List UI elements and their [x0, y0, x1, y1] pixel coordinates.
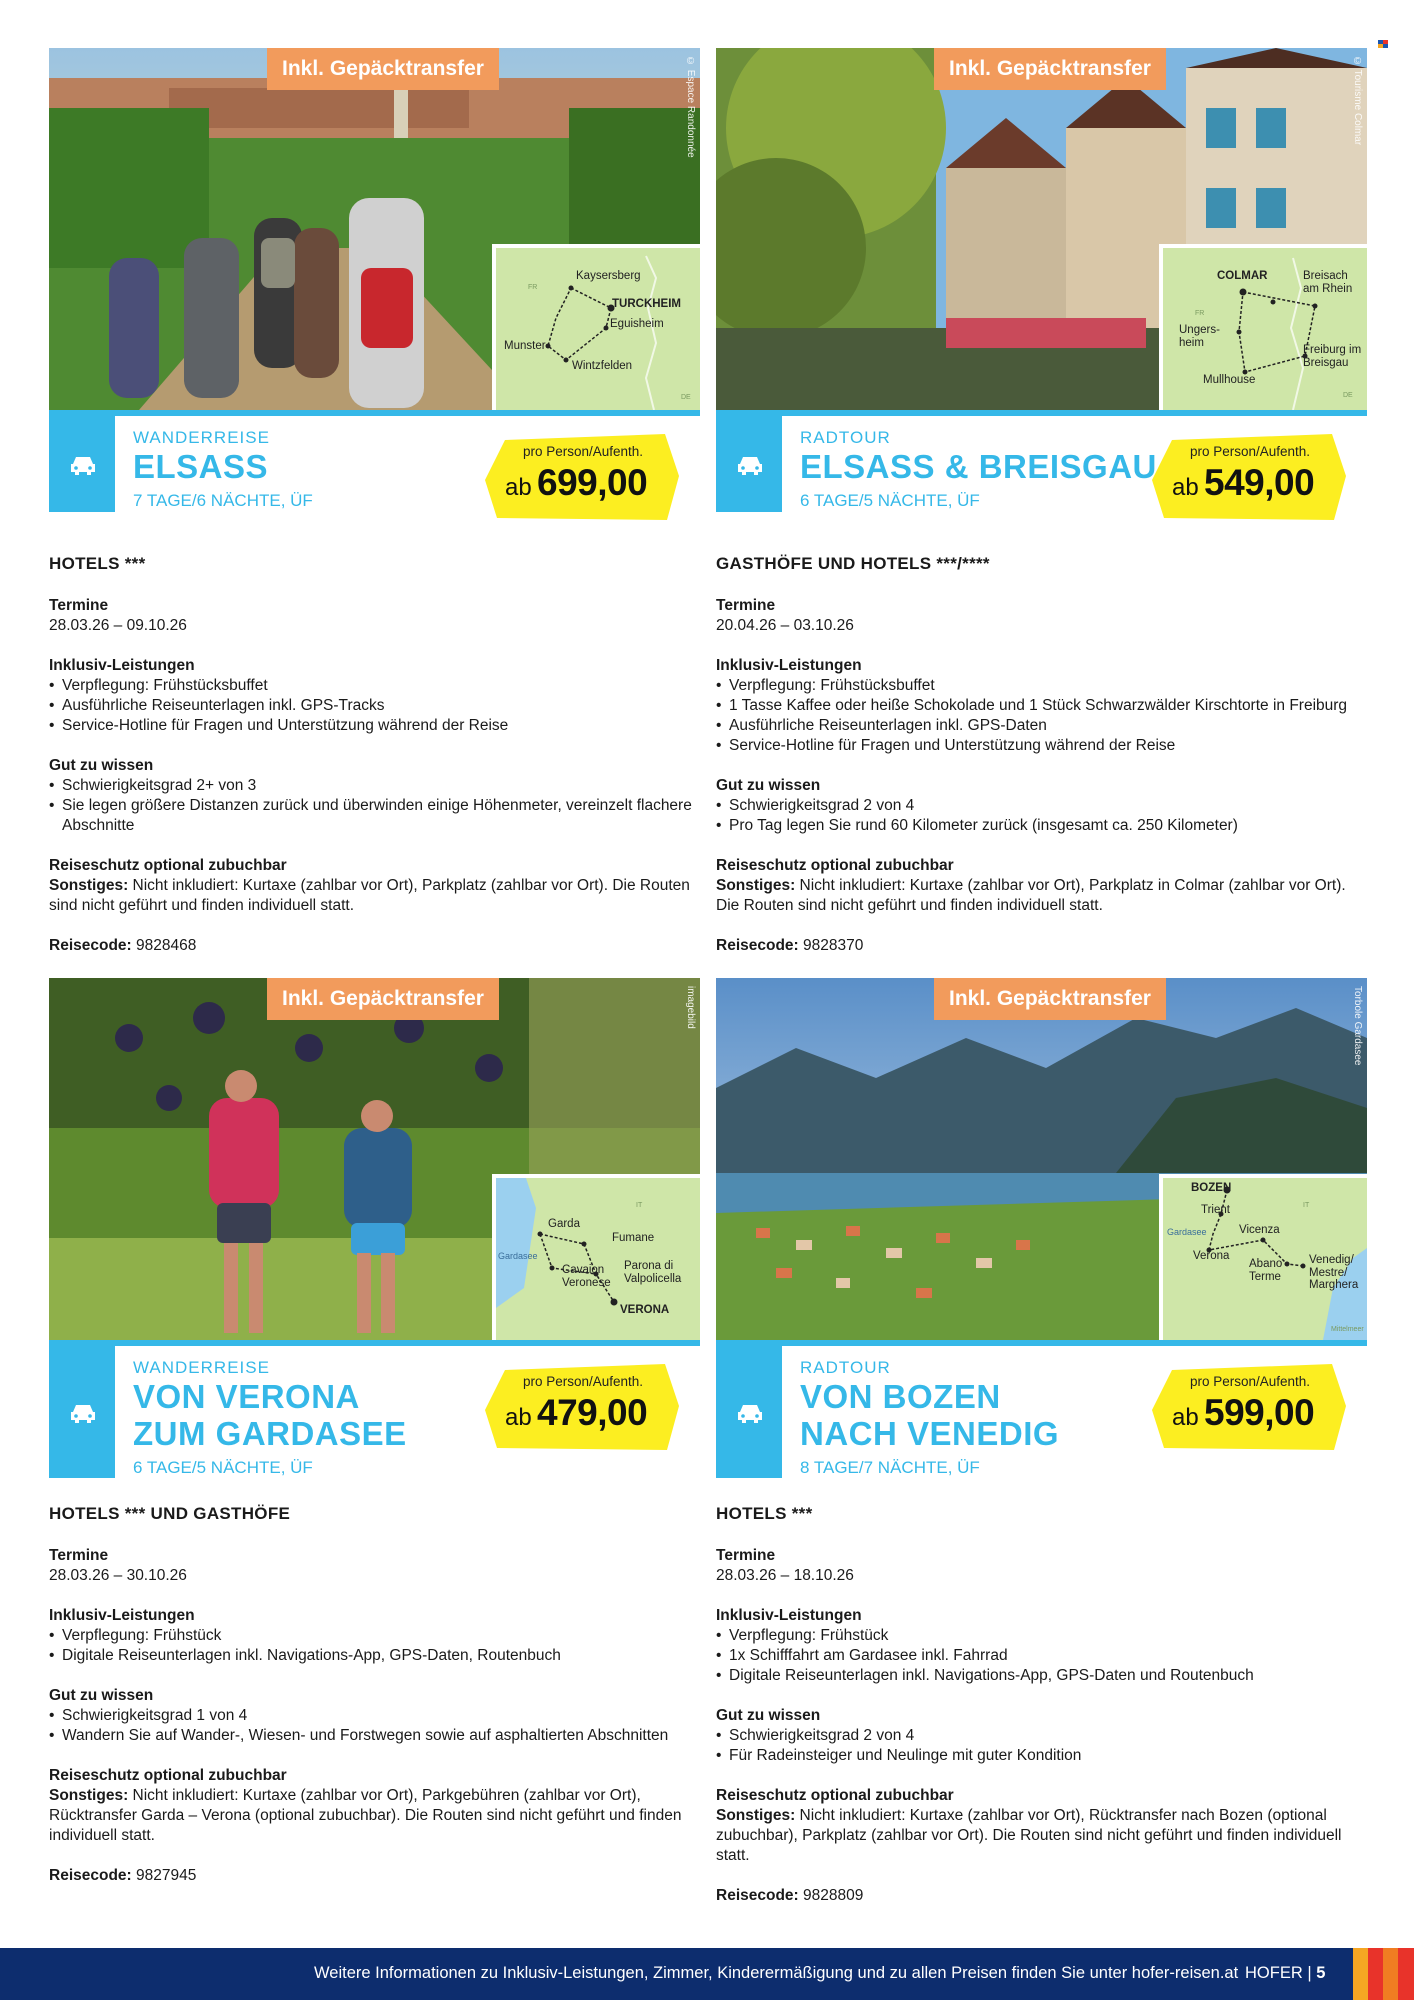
misc-label: Sonstiges: — [716, 877, 796, 894]
termine-heading: Termine — [49, 1547, 109, 1564]
map-country-b: Mittelmeer — [1331, 1326, 1364, 1333]
brand-stripes — [1353, 1948, 1414, 2000]
termine-heading: Termine — [716, 1547, 776, 1564]
baggage-transfer-badge: Inkl. Gepäcktransfer — [934, 48, 1166, 90]
trip-card-elsass[interactable] — [49, 48, 700, 954]
route-map — [1159, 1174, 1367, 1340]
map-place: Freiburg im Breisgau — [1303, 344, 1362, 369]
insurance-heading: Reiseschutz optional zubuchbar — [49, 1767, 287, 1784]
hotel-category: HOTELS *** UND GASTHÖFE — [49, 1504, 291, 1523]
map-place: Breisach am Rhein — [1303, 270, 1353, 295]
map-place: Gardasee — [1167, 1227, 1207, 1237]
travel-code-label: Reisecode: — [716, 937, 799, 954]
misc-text: Nicht inkludiert: Kurtaxe (zahlbar vor Ort), Parkplatz in Colmar (zahlbar vor Ort). Die Routen sind nicht geführt und finden individuell statt. — [716, 877, 1346, 914]
price-value: 549,00 — [1204, 462, 1315, 503]
photo-credit: © Tourisme Colmar — [1352, 56, 1363, 146]
termine-heading: Termine — [49, 597, 109, 614]
map-country-a: IT — [1303, 1202, 1310, 1209]
misc-text: Nicht inkludiert: Kurtaxe (zahlbar vor Ort), Parkgebühren (zahlbar vor Ort), Rücktransfer Garda – Verona (optional zubuchbar). Die Routen sind nicht geführt und finden individuell statt. — [49, 1787, 682, 1844]
inclusive-item: • Verpflegung: Frühstücksbuffet — [49, 676, 700, 696]
misc-text: Nicht inkludiert: Kurtaxe (zahlbar vor Ort), Parkplatz (zahlbar vor Ort). Die Routen sind nicht geführt und finden individuell statt. — [49, 877, 690, 914]
hotel-category: HOTELS *** — [49, 554, 146, 573]
good-to-know-item: • Pro Tag legen Sie rund 60 Kilometer zurück (insgesamt ca. 250 Kilometer) — [716, 816, 1367, 836]
termine-dates: 28.03.26 – 18.10.26 — [716, 1567, 854, 1584]
inclusive-item: • Verpflegung: Frühstück — [49, 1626, 700, 1646]
price-ab: ab — [505, 1404, 532, 1431]
good-to-know-item: • Für Radeinsteiger und Neulinge mit guter Kondition — [716, 1746, 1367, 1766]
route-map — [492, 244, 700, 410]
trip-details — [49, 1504, 700, 1886]
trip-title: ELSASS — [133, 448, 269, 485]
map-country-b: DE — [681, 394, 691, 401]
trip-title: ELSASS & BREISGAU — [800, 448, 1157, 485]
baggage-transfer-badge: Inkl. Gepäcktransfer — [267, 978, 499, 1020]
map-place: COLMAR — [1217, 270, 1268, 282]
misc-label: Sonstiges: — [716, 1807, 796, 1824]
car-icon — [716, 416, 782, 512]
map-place: Eguisheim — [610, 318, 664, 330]
travel-code: 9827945 — [136, 1867, 197, 1884]
trip-duration: 8 TAGE/7 NÄCHTE, ÜF — [800, 1458, 980, 1477]
trip-details — [49, 554, 700, 956]
travel-code-label: Reisecode: — [49, 937, 132, 954]
map-place: Garda — [548, 1218, 580, 1230]
inclusive-item: • Service-Hotline für Fragen und Unterstützung während der Reise — [716, 736, 1367, 756]
map-country-b: DE — [1343, 392, 1353, 399]
map-place: BOZEN — [1191, 1182, 1232, 1194]
travel-code-label: Reisecode: — [49, 1867, 132, 1884]
inclusive-heading: Inklusiv-Leistungen — [49, 657, 195, 674]
inclusive-item: • Digitale Reiseunterlagen inkl. Navigations-App, GPS-Daten und Routenbuch — [716, 1666, 1367, 1686]
map-place: Munster — [504, 340, 546, 352]
price-ab: ab — [1172, 474, 1199, 501]
map-place: Verona — [1193, 1250, 1230, 1262]
termine-dates: 20.04.26 – 03.10.26 — [716, 617, 854, 634]
good-to-know-heading: Gut zu wissen — [49, 1687, 154, 1704]
price-tag — [1150, 1362, 1350, 1454]
trip-type: RADTOUR — [800, 1358, 891, 1377]
trip-duration: 6 TAGE/5 NÄCHTE, ÜF — [133, 1458, 313, 1477]
map-place: Trient — [1201, 1204, 1230, 1216]
hotel-category: GASTHÖFE UND HOTELS ***/**** — [716, 554, 990, 573]
price-ab: ab — [505, 474, 532, 501]
misc-label: Sonstiges: — [49, 1787, 129, 1804]
map-place: Fumane — [612, 1232, 655, 1244]
photo-credit: Torbole Gardasee — [1352, 986, 1363, 1066]
trip-type: WANDERREISE — [133, 1358, 270, 1377]
car-icon — [49, 1346, 115, 1478]
good-to-know-item: • Schwierigkeitsgrad 2+ von 3 — [49, 776, 700, 796]
termine-heading: Termine — [716, 597, 776, 614]
price-tag — [483, 432, 683, 524]
good-to-know-item: • Sie legen größere Distanzen zurück und überwinden einige Höhenmeter, vereinzelt flachere Abschnitte — [49, 796, 700, 836]
trip-card-bozen-venedig[interactable] — [716, 978, 1367, 1904]
price-value: 699,00 — [537, 462, 648, 503]
trip-title-line-1: VON VERONA — [133, 1378, 360, 1415]
trip-photo — [49, 48, 700, 410]
price-ab: ab — [1172, 1404, 1199, 1431]
price-value: 599,00 — [1204, 1392, 1315, 1433]
trip-photo — [49, 978, 700, 1340]
inclusive-heading: Inklusiv-Leistungen — [716, 1607, 862, 1624]
misc-text: Nicht inkludiert: Kurtaxe (zahlbar vor Ort), Rücktransfer nach Bozen (optional zubuchbar), Parkplatz (zahlbar vor Ort). Die Routen sind nicht geführt und finden individuell statt. — [716, 1807, 1342, 1864]
map-place: Ungers-heim — [1179, 324, 1220, 349]
trip-type: RADTOUR — [800, 428, 891, 447]
trip-type: WANDERREISE — [133, 428, 270, 447]
footer-brand: HOFER | 5 — [1245, 1964, 1326, 1982]
good-to-know-item: • Schwierigkeitsgrad 1 von 4 — [49, 1706, 700, 1726]
map-country-a: FR — [528, 284, 538, 291]
inclusive-item: • Digitale Reiseunterlagen inkl. Navigations-App, GPS-Daten, Routenbuch — [49, 1646, 700, 1666]
baggage-transfer-badge: Inkl. Gepäcktransfer — [267, 48, 499, 90]
travel-code: 9828370 — [803, 937, 864, 954]
inclusive-item: • 1x Schifffahrt am Gardasee inkl. Fahrrad — [716, 1646, 1367, 1666]
good-to-know-item: • Schwierigkeitsgrad 2 von 4 — [716, 796, 1367, 816]
trip-card-elsass-breisgau[interactable] — [716, 48, 1367, 954]
trip-banner — [49, 410, 700, 512]
map-place: Cavaion Veronese — [562, 1264, 611, 1289]
photo-credit: imagebild — [685, 986, 696, 1029]
map-place: TURCKHEIM — [612, 298, 681, 310]
brand-mini-logo — [1378, 40, 1388, 48]
misc-label: Sonstiges: — [49, 877, 129, 894]
trip-duration: 6 TAGE/5 NÄCHTE, ÜF — [800, 491, 980, 510]
trip-banner — [716, 410, 1367, 512]
insurance-heading: Reiseschutz optional zubuchbar — [716, 857, 954, 874]
good-to-know-heading: Gut zu wissen — [716, 1707, 821, 1724]
termine-dates: 28.03.26 – 09.10.26 — [49, 617, 187, 634]
trip-details — [716, 1504, 1367, 1906]
good-to-know-item: • Schwierigkeitsgrad 2 von 4 — [716, 1726, 1367, 1746]
inclusive-heading: Inklusiv-Leistungen — [716, 657, 862, 674]
page-number: 5 — [1316, 1964, 1326, 1982]
price-prefix: pro Person/Aufenth. — [522, 444, 644, 459]
photo-credit: © Espace Randonnée — [685, 56, 696, 158]
price-value: 479,00 — [537, 1392, 648, 1433]
good-to-know-item: • Wandern Sie auf Wander-, Wiesen- und Forstwegen sowie auf asphaltierten Abschnitten — [49, 1726, 700, 1746]
car-icon — [716, 1346, 782, 1478]
map-place: Venedig/ Mestre/ Marghera — [1309, 1254, 1359, 1292]
map-place: Gardasee — [498, 1251, 538, 1261]
trip-card-verona-gardasee[interactable] — [49, 978, 700, 1884]
trip-photo — [716, 978, 1367, 1340]
map-place: Parona di Valpolicella — [624, 1260, 682, 1285]
trip-photo — [716, 48, 1367, 410]
termine-dates: 28.03.26 – 30.10.26 — [49, 1567, 187, 1584]
car-icon — [49, 416, 115, 512]
price-tag — [483, 1362, 683, 1454]
trip-title-line-2: NACH VENEDIG — [800, 1415, 1060, 1452]
map-place: Wintzfelden — [572, 360, 633, 372]
inclusive-item: • Ausführliche Reiseunterlagen inkl. GPS-Tracks — [49, 696, 700, 716]
travel-code-label: Reisecode: — [716, 1887, 799, 1904]
map-country-a: IT — [636, 1202, 643, 1209]
inclusive-heading: Inklusiv-Leistungen — [49, 1607, 195, 1624]
trip-banner — [49, 1340, 700, 1478]
travel-code: 9828468 — [136, 937, 197, 954]
route-map — [1159, 244, 1367, 410]
page-footer — [0, 1948, 1414, 2000]
price-prefix: pro Person/Aufenth. — [1189, 1374, 1311, 1389]
inclusive-item: • 1 Tasse Kaffee oder heiße Schokolade und 1 Stück Schwarzwälder Kirschtorte in Freiburg — [716, 696, 1367, 716]
brand-name: HOFER — [1245, 1964, 1303, 1982]
map-place: Vicenza — [1239, 1224, 1280, 1236]
insurance-heading: Reiseschutz optional zubuchbar — [49, 857, 287, 874]
map-place: Abano Terme — [1249, 1258, 1283, 1283]
map-country-a: FR — [1195, 310, 1205, 317]
travel-code: 9828809 — [803, 1887, 864, 1904]
good-to-know-heading: Gut zu wissen — [49, 757, 154, 774]
trip-banner — [716, 1340, 1367, 1478]
insurance-heading: Reiseschutz optional zubuchbar — [716, 1787, 954, 1804]
trip-title-line-1: VON BOZEN — [800, 1378, 1001, 1415]
trip-duration: 7 TAGE/6 NÄCHTE, ÜF — [133, 491, 313, 510]
inclusive-item: • Ausführliche Reiseunterlagen inkl. GPS-Daten — [716, 716, 1367, 736]
trip-details — [716, 554, 1367, 956]
map-place: Mullhouse — [1203, 374, 1256, 386]
good-to-know-heading: Gut zu wissen — [716, 777, 821, 794]
inclusive-item: • Service-Hotline für Fragen und Unterstützung während der Reise — [49, 716, 700, 736]
trip-title-line-2: ZUM GARDASEE — [133, 1415, 407, 1452]
inclusive-item: • Verpflegung: Frühstücksbuffet — [716, 676, 1367, 696]
baggage-transfer-badge: Inkl. Gepäcktransfer — [934, 978, 1166, 1020]
route-map — [492, 1174, 700, 1340]
footer-info: Weitere Informationen zu Inklusiv-Leistungen, Zimmer, Kinderermäßigung und zu allen Preisen finden Sie unter hofer-reisen.at — [314, 1964, 1239, 1982]
map-place: VERONA — [620, 1304, 670, 1316]
price-prefix: pro Person/Aufenth. — [522, 1374, 644, 1389]
price-tag — [1150, 432, 1350, 524]
price-prefix: pro Person/Aufenth. — [1189, 444, 1311, 459]
map-place: Kaysersberg — [576, 270, 641, 282]
inclusive-item: • Verpflegung: Frühstück — [716, 1626, 1367, 1646]
hotel-category: HOTELS *** — [716, 1504, 813, 1523]
